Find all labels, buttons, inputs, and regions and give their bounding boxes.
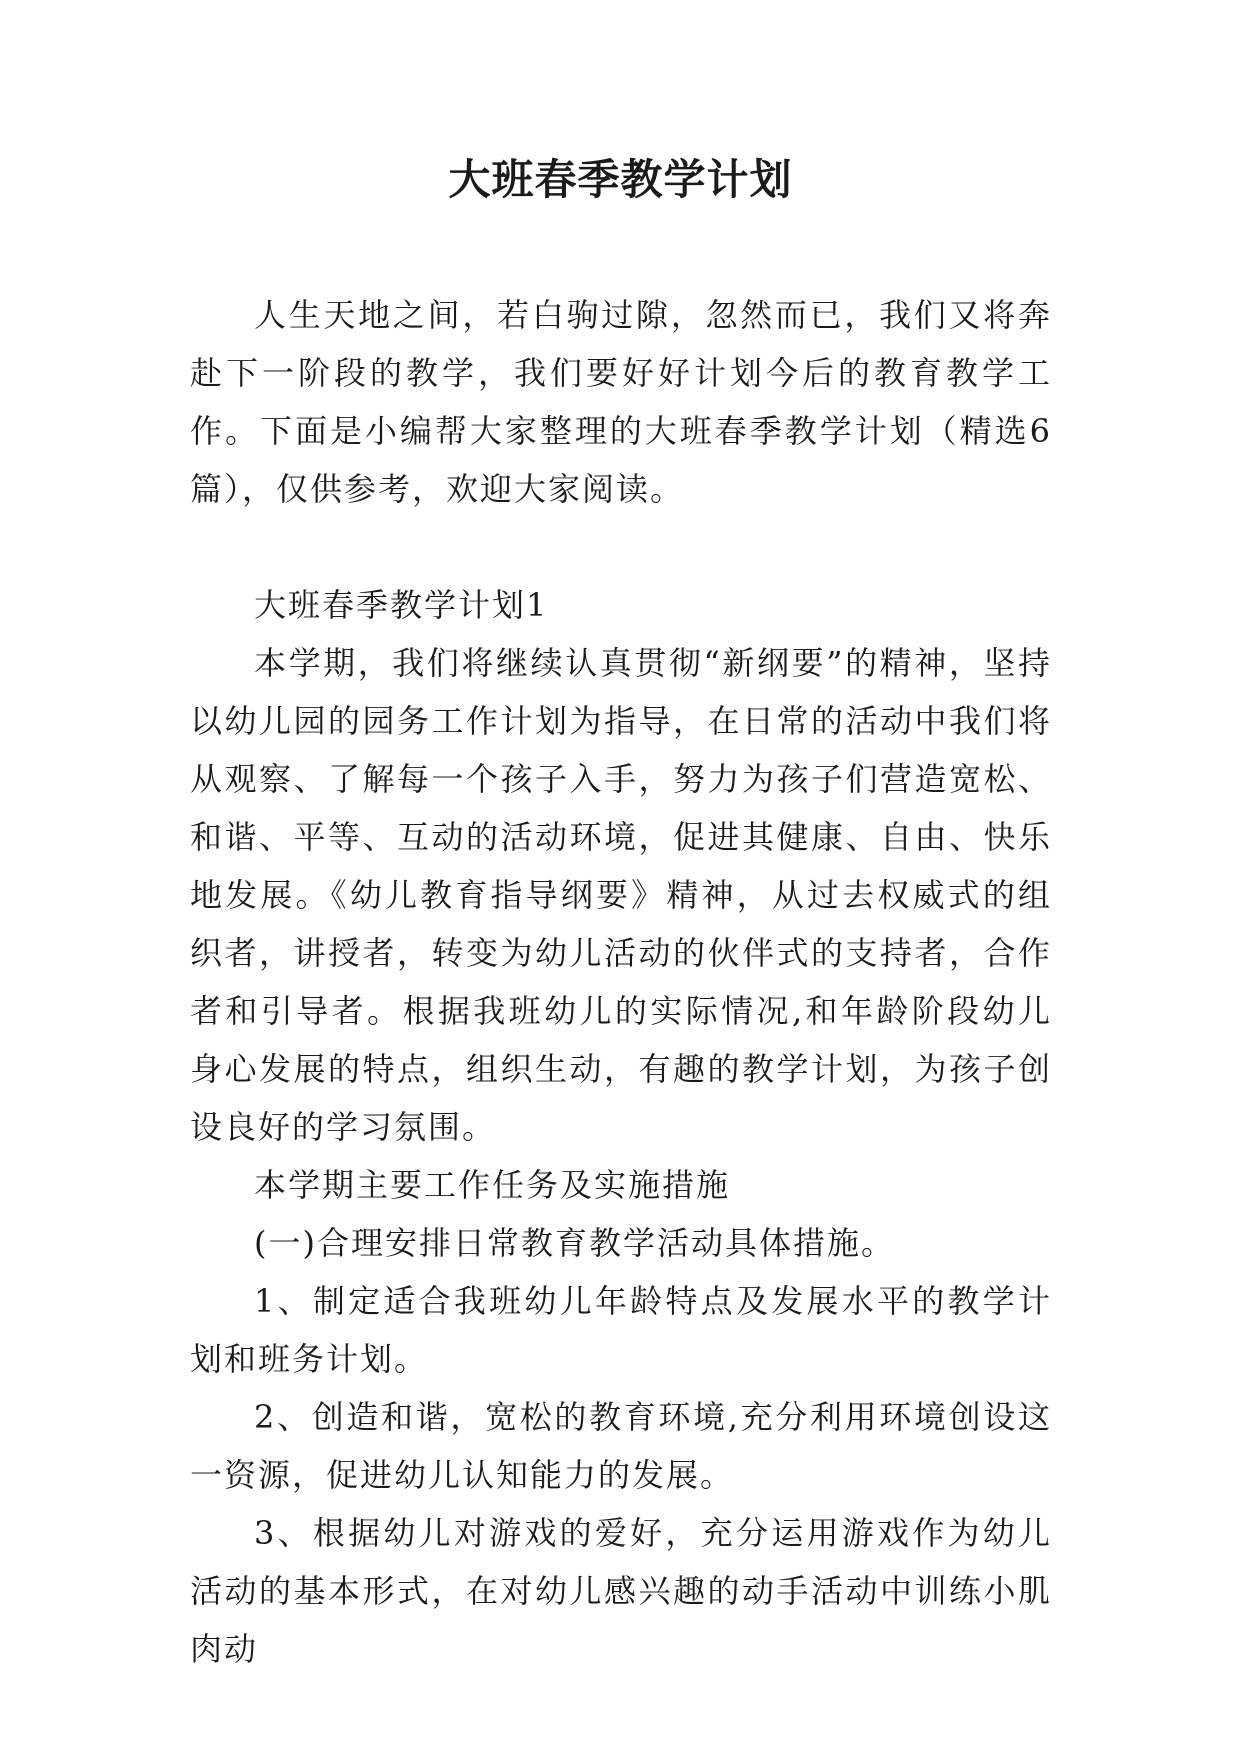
subheading-1: (一)合理安排日常教育教学活动具体措施。 [254,1224,895,1262]
document-body [190,286,1052,1678]
list-item-1: 1、制定适合我班幼儿年龄特点及发展水平的教学计划和班务计划。 [190,1282,1052,1378]
list-item-2: 2、创造和谐，宽松的教育环境,充分利用环境创设这一资源，促进幼儿认知能力的发展。 [190,1398,1052,1494]
document-title: 大班春季教学计划 [448,155,793,204]
intro-paragraph: 人生天地之间，若白驹过隙，忽然而已，我们又将奔赴下一阶段的教学，我们要好好计划今后的教育教学工作。下面是小编帮大家整理的大班春季教学计划（精选6篇），仅供参考，欢迎大家阅读。 [190,296,1052,508]
tasks-heading: 本学期主要工作任务及实施措施 [254,1166,731,1204]
paragraph-gap [190,518,1052,576]
body-paragraph-1: 本学期，我们将继续认真贯彻“新纲要”的精神，坚持以幼儿园的园务工作计划为指导，在日常的活动中我们将从观察、了解每一个孩子入手，努力为孩子们营造宽松、和谐、平等、互动的活动环境，促进其健康、自由、快乐地发展。《幼儿教育指导纲要》精神，从过去权威式的组织者，讲授者，转变为幼儿活动的伙伴式的支持者，合作者和引导者。根据我班幼儿的实际情况,和年龄阶段幼儿身心发展的特点，组织生动，有趣的教学计划，为孩子创设良好的学习氛围。 [190,644,1052,1146]
list-item-3: 3、根据幼儿对游戏的爱好，充分运用游戏作为幼儿活动的基本形式，在对幼儿感兴趣的动手活动中训练小肌肉动 [190,1514,1052,1668]
section-heading: 大班春季教学计划1 [254,586,549,624]
